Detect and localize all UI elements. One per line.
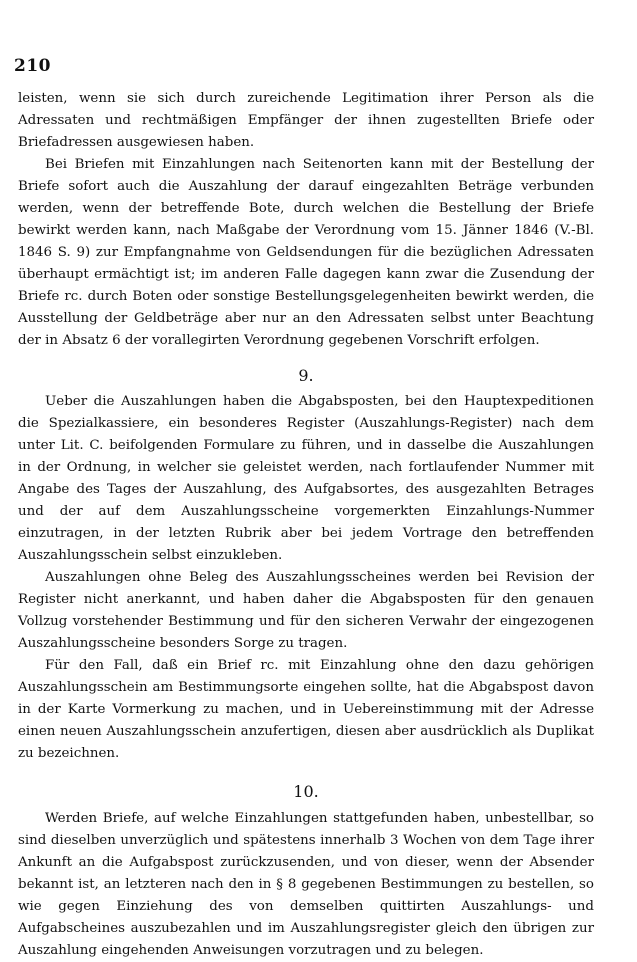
section-heading-9: 9. bbox=[298, 366, 314, 385]
section-heading-10: 10. bbox=[293, 782, 319, 801]
paragraph: Werden Briefe, auf welche Einzahlungen stattgefunden haben, unbestellbar, so sind dieselben unverzüglich und spätestens innerhalb 3 Wochen von dem Tage ihrer Ankunft an die Aufgabspost zurückzusenden, und von dieser, wenn der Absender bekannt ist, an letzteren nach den in § 8 gegebenen Bestimmungen zu bestellen, so wie gegen Einziehung des von demselben quittirten Auszahlungs- und Aufgabscheines auszubezahlen und im Auszahlungsregister gleich den übrigen zur Auszahlung eingehenden Anweisungen vorzutragen und zu belegen. bbox=[18, 811, 594, 958]
paragraph: Ueber die Auszahlungen haben die Abgabsposten, bei den Hauptexpeditionen die Spezialkassiere, ein besonderes Register (Auszahlungs-Register) nach dem unter Lit. C. beifolgenden Formulare zu führen, und in dasselbe die Auszahlungen in der Ordnung, in welcher sie geleistet werden, nach fortlaufender Nummer mit Angabe des Tages der Auszahlung, des Aufgabsortes, des ausgezahlten Betrages und der auf dem Auszahlungsscheine vorgemerkten Einzahlungs-Nummer einzutragen, in der letzten Rubrik aber bei jedem Vortrage den betreffenden Auszahlungsschein selbst einzukleben. bbox=[18, 394, 594, 563]
paragraph: Bei Briefen mit Einzahlungen nach Seitenorten kann mit der Bestellung der Briefe sofort auch die Auszahlung der darauf eingezahlten Beträge verbunden werden, wenn der betreffende Bote, durch welchen die Bestellung der Briefe bewirkt werden kann, nach Maßgabe der Verordnung vom 15. Jänner 1846 (V.-Bl. 1846 S. 9) zur Empfangnahme von Geldsendungen für die bezüglichen Adressaten überhaupt ermächtigt ist; im anderen Falle dagegen kann zwar die Zusendung der Briefe rc. durch Boten oder sonstige Bestellungsgelegenheiten bewirkt werden, die Ausstellung der Geldbeträge aber nur an den Adressaten selbst unter Beachtung der in Absatz 6 der vorallegirten Verordnung gegebenen Vorschrift erfolgen. bbox=[18, 157, 594, 348]
page-body bbox=[18, 88, 594, 962]
paragraph: Auszahlungen ohne Beleg des Auszahlungsscheines werden bei Revision der Register nicht anerkannt, und haben daher die Abgabsposten für den genauen Vollzug vorstehender Bestimmung und für den sicheren Verwahr der eingezogenen Auszahlungsscheine besonders Sorge zu tragen. bbox=[18, 570, 594, 651]
paragraph-continuation: leisten, wenn sie sich durch zureichende Legitimation ihrer Person als die Adressaten und rechtmäßigen Empfänger der ihnen zugestellten Briefe oder Briefadressen ausgewiesen haben. bbox=[18, 91, 594, 150]
paragraph: Für den Fall, daß ein Brief rc. mit Einzahlung ohne den dazu gehörigen Auszahlungsschein am Bestimmungsorte eingehen sollte, hat die Abgabspost davon in der Karte Vormerkung zu machen, und in Uebereinstimmung mit der Adresse einen neuen Auszahlungsschein anzufertigen, diesen aber ausdrücklich als Duplikat zu bezeichnen. bbox=[18, 658, 594, 761]
page-number: 210 bbox=[14, 56, 51, 76]
